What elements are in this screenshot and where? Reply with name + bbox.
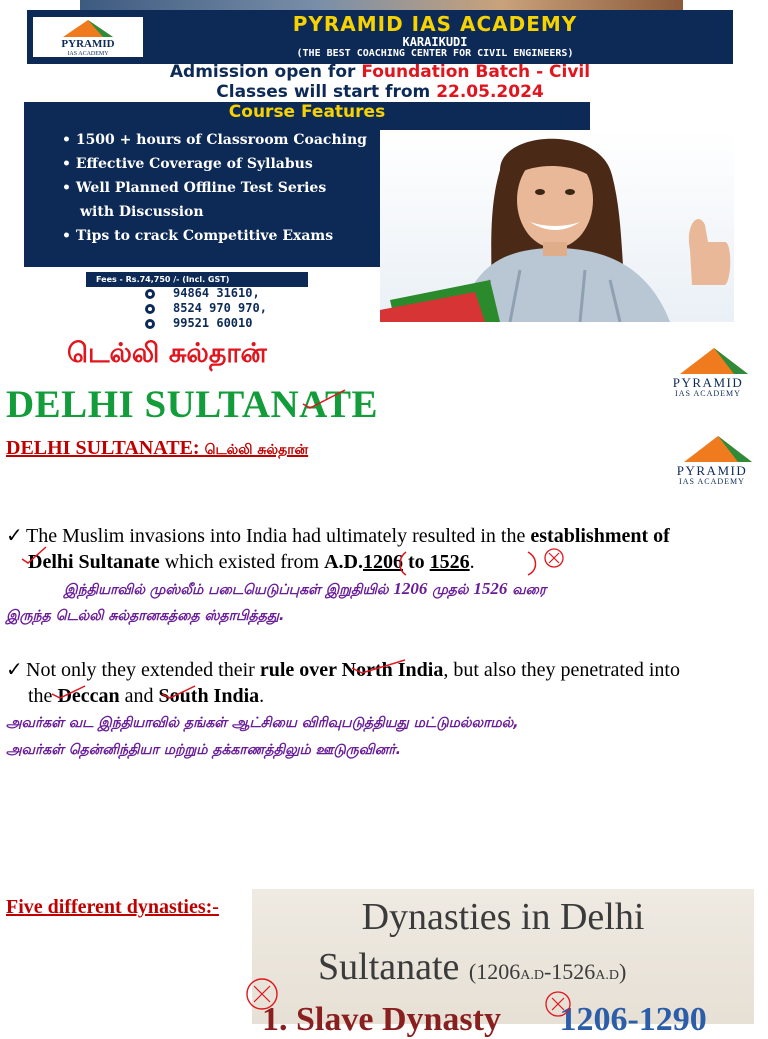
tamil-translation-2a: அவர்கள் வட இந்தியாவில் தங்கள் ஆட்சியை விரிவுபடுத்தியது மட்டுமல்லாமல், <box>6 715 519 731</box>
text-run-bold: establishment of <box>530 525 670 547</box>
course-feature-item: • Well Planned Offline Test Series <box>62 176 367 200</box>
classes-date: 22.05.2024 <box>436 82 544 102</box>
text-run-bold: to <box>402 551 430 573</box>
course-feature-item: • Tips to crack Competitive Exams <box>62 224 367 248</box>
banner-top-strip <box>80 0 683 10</box>
dynasties-image-title: Dynasties in Delhi <box>361 896 645 938</box>
logo-text: PYRAMID <box>61 38 115 50</box>
phone-number[interactable]: 99521 60010 <box>173 316 253 330</box>
text-run-bold: South India <box>158 685 260 707</box>
phone-icon <box>145 304 155 314</box>
academy-logo <box>33 17 143 57</box>
phone-row <box>145 286 267 301</box>
course-feature-item: with Discussion <box>80 204 204 220</box>
check-mark-annotation <box>160 682 200 702</box>
paragraph-1 <box>6 523 764 575</box>
text-run-bold: Delhi Sultanate <box>28 551 160 573</box>
text-run: the <box>28 685 58 707</box>
text-run: and <box>119 685 159 707</box>
text-run-bold: Deccan <box>57 685 120 707</box>
pyramid-logo-icon <box>652 344 764 402</box>
admission-notice <box>27 62 733 102</box>
cross-annotation <box>544 990 574 1020</box>
five-dynasties-heading: Five different dynasties:- <box>6 896 219 918</box>
pyramid-logo-icon <box>656 432 768 490</box>
side-logo-subtext: IAS ACADEMY <box>679 477 745 486</box>
academy-name: PYRAMID IAS ACADEMY <box>292 12 578 36</box>
phone-row <box>145 316 267 331</box>
academy-place: KARAIKUDI <box>402 35 468 49</box>
tamil-translation-1b: இருந்த டெல்லி சுல்தானகத்தை ஸ்தாபித்தது. <box>6 608 285 624</box>
text-run: . <box>469 551 475 573</box>
year-start: 1206 <box>362 551 403 573</box>
banner-header <box>27 10 733 64</box>
tamil-translation-1a: இந்தியாவில் முஸ்லீம் படையெடுப்புகள் இறுதியில் 1206 முதல் 1526 வரை <box>64 579 547 598</box>
logo-subtext: IAS ACADEMY <box>67 51 109 57</box>
course-feature-item: • Effective Coverage of Syllabus <box>62 152 367 176</box>
page-title: DELHI SULTANATE <box>6 383 378 426</box>
text-run: , but also they penetrated into <box>443 659 680 681</box>
student-illustration <box>380 130 734 322</box>
section-heading-ta: டெல்லி சுல்தான் <box>204 442 309 458</box>
phone-icon <box>145 289 155 299</box>
admission-prefix: Admission open for <box>169 62 362 82</box>
check-mark-annotation <box>300 388 350 410</box>
student-photo <box>380 130 734 322</box>
text-run: The Muslim invasions into India had ultimately resulted in the <box>26 525 531 547</box>
dynasties-image-subtitle: Sultanate (1206A.D-1526A.D) <box>318 946 627 988</box>
side-logo-text: PYRAMID <box>672 375 744 390</box>
check-mark-annotation <box>50 682 90 702</box>
check-mark-annotation <box>350 656 410 676</box>
course-features-title: Course Features <box>228 102 386 122</box>
dynasties-image <box>252 889 754 1038</box>
bracket-annotation <box>398 548 573 578</box>
text-run: Not only they extended their <box>26 659 260 681</box>
course-feature-item: • 1500 + hours of Classroom Coaching <box>62 128 367 152</box>
check-mark-annotation <box>20 545 50 565</box>
pyramid-logo-icon <box>33 17 143 57</box>
phone-number[interactable]: 94864 31610, <box>173 286 260 300</box>
fees-label: Fees - Rs.74,750 /- (Incl. GST) <box>86 272 308 287</box>
tamil-title: டெல்லி சுல்தான் <box>67 338 267 369</box>
side-logo <box>652 344 764 402</box>
year-end: 1526 <box>429 551 470 573</box>
admission-highlight: Foundation Batch - Civil <box>361 62 591 82</box>
side-logo <box>656 432 768 490</box>
classes-prefix: Classes will start from <box>216 82 437 102</box>
side-logo-text: PYRAMID <box>676 463 748 478</box>
text-run: . <box>259 685 265 707</box>
check-icon: ✓ <box>6 525 23 547</box>
banner <box>0 0 768 330</box>
course-features-list <box>62 128 367 248</box>
cross-annotation <box>244 976 284 1016</box>
side-logo-subtext: IAS ACADEMY <box>675 389 741 398</box>
text-run: which existed from <box>159 551 325 573</box>
check-icon: ✓ <box>6 659 23 681</box>
section-heading <box>6 437 308 460</box>
phone-list <box>145 286 267 331</box>
dynasty-item: 1. Slave Dynasty 1206-1290 <box>262 1001 707 1038</box>
tamil-translation-2b: அவர்கள் தென்னிந்தியா மற்றும் தக்காணத்திலும் ஊடுருவினர். <box>6 742 401 758</box>
phone-icon <box>145 319 155 329</box>
section-heading-en: DELHI SULTANATE: <box>6 437 205 459</box>
phone-number[interactable]: 8524 970 970, <box>173 301 267 315</box>
text-run-bold: rule over North India <box>259 659 444 681</box>
phone-row <box>145 301 267 316</box>
text-run-bold: A.D. <box>324 551 363 573</box>
academy-tagline: (THE BEST COACHING CENTER FOR CIVIL ENGINEERS) <box>296 48 574 59</box>
